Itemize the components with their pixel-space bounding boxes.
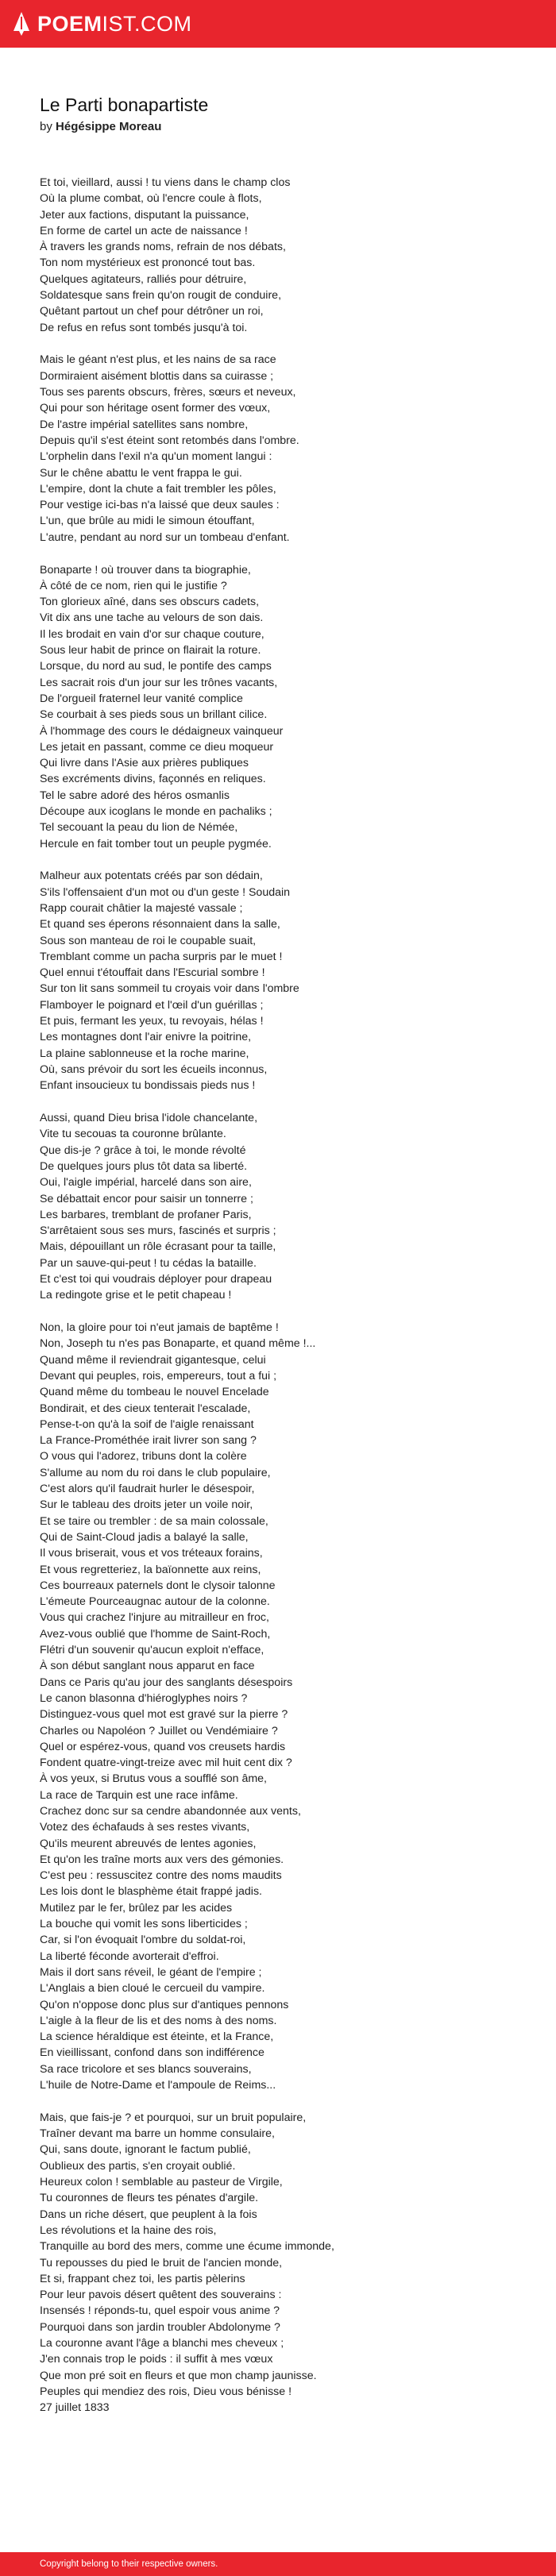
poem-line: Traîner devant ma barre un homme consulaire,	[40, 2127, 275, 2141]
poem-line: Et vous regretteriez, la baïonnette aux reins,	[40, 1563, 261, 1576]
poem-line: Distinguez-vous quel mot est gravé sur la pierre ?	[40, 1708, 288, 1722]
poem-line: Dans ce Paris qu'au jour des sanglants désespoirs	[40, 1676, 293, 1689]
stanza	[40, 868, 516, 1093]
poem-line: Oui, l'aigle impérial, harcelé dans son aire,	[40, 1176, 252, 1190]
poem-line: À l'hommage des cours le dédaigneux vainqueur	[40, 724, 284, 738]
poem-body	[40, 175, 516, 2416]
poem-line: L'huile de Notre-Dame et l'ampoule de Reims...	[40, 2079, 276, 2092]
poem-line: Et quand ses éperons résonnaient dans la salle,	[40, 918, 280, 931]
author-name[interactable]: Hégésippe Moreau	[56, 120, 162, 133]
poem-line: Fondent quatre-vingt-treize avec mil huit cent dix ?	[40, 1757, 292, 1770]
poem-line: Qui de Saint-Cloud jadis a balayé la salle,	[40, 1530, 249, 1544]
poem-line: De refus en refus sont tombés jusqu'à toi.	[40, 321, 248, 334]
poem-line: Lorsque, du nord au sud, le pontife des camps	[40, 660, 272, 673]
poem-line: S'allume au nom du roi dans le club populaire,	[40, 1466, 271, 1479]
poem-line: Mutilez par le fer, brûlez par les acides	[40, 1901, 233, 1915]
poem-line: O vous qui l'adorez, tribuns dont la colère	[40, 1450, 247, 1463]
poem-line: Tranquille au bord des mers, comme une écume immonde,	[40, 2240, 334, 2254]
stanza	[40, 562, 516, 852]
poem-line: À vos yeux, si Brutus vous a soufflé son âme,	[40, 1772, 267, 1786]
stanza	[40, 2110, 516, 2400]
poem-line: Qui pour son héritage osent former des vœux,	[40, 402, 271, 415]
poem-line: S'ils l'offensaient d'un mot ou d'un geste ! Soudain	[40, 885, 291, 899]
poem-line: Tous ses parents obscurs, frères, sœurs et neveux,	[40, 386, 296, 399]
poem-line: Le canon blasonna d'hiéroglyphes noirs ?	[40, 1691, 248, 1705]
poem-line: Que dis-je ? grâce à toi, le monde révolté	[40, 1143, 246, 1157]
poem-line: Quand même il reviendrait gigantesque, celui	[40, 1353, 266, 1367]
poem-line: À travers les grands noms, refrain de nos débats,	[40, 241, 286, 254]
byline	[40, 119, 524, 135]
poem-line: La France-Prométhée irait livrer son sang ?	[40, 1434, 257, 1448]
poem-line: Pourquoi dans son jardin troubler Abdolonyme ?	[40, 2320, 280, 2334]
poem-line: J'en connais trop le poids : il suffit à mes vœux	[40, 2353, 273, 2366]
poem-line: L'empire, dont la chute a fait trembler les pôles,	[40, 482, 276, 496]
poem-line: Mais, que fais-je ? et pourquoi, sur un bruit populaire,	[40, 2111, 307, 2124]
poem-line: Rapp courait châtier la majesté vassale ;	[40, 901, 243, 915]
poem-line: Insensés ! réponds-tu, quel espoir vous anime ?	[40, 2304, 280, 2318]
poem-line: Jeter aux factions, disputant la puissance,	[40, 208, 249, 222]
poem-line: Soldatesque sans frein qu'on rougit de conduire,	[40, 289, 282, 303]
quill-pen-icon[interactable]	[13, 12, 30, 36]
poem-title: Le Parti bonapartiste	[40, 94, 209, 115]
poem-line: Il les brodait en vain d'or sur chaque couture,	[40, 627, 264, 641]
poem-line: Où, sans prévoir du sort les écueils inconnus,	[40, 1062, 268, 1076]
poem-line: Par un sauve-qui-peut ! tu cédas la bataille.	[40, 1256, 257, 1270]
poem-line: Sur le chêne abattu le vent frappa le gui.	[40, 466, 242, 480]
poem-line: Tel secouant la peau du lion de Némée,	[40, 821, 238, 835]
poem-line: Et qu'on les traîne morts aux vers des gémonies.	[40, 1853, 284, 1866]
poem-line: Sur ton lit sans sommeil tu croyais voir dans l'ombre	[40, 982, 299, 996]
poem-line: Les jetait en passant, comme ce dieu moqueur	[40, 740, 274, 754]
poem-line: Et toi, vieillard, aussi ! tu viens dans le champ clos	[40, 176, 291, 189]
poem-line: La liberté féconde avorterait d'effroi.	[40, 1949, 219, 1963]
by-label: by	[40, 120, 56, 133]
poem-line: Quel or espérez-vous, quand vos creusets hardis	[40, 1740, 286, 1753]
poem-line: De l'astre impérial satellites sans nombre,	[40, 418, 249, 431]
site-logo[interactable]	[37, 13, 192, 35]
poem-line: Oublieux des partis, s'en croyait oublié.	[40, 2159, 236, 2173]
poem-line: Dormiraient aisément blottis dans sa cuirasse ;	[40, 369, 274, 383]
poem-line: Non, Joseph tu n'es pas Bonaparte, et quand même !...	[40, 1337, 316, 1351]
poem-line: De quelques jours plus tôt data sa liberté.	[40, 1159, 248, 1173]
poem-line: L'aigle à la fleur de lis et des noms à des noms.	[40, 2014, 277, 2027]
poem-line: Charles ou Napoléon ? Juillet ou Vendémiaire ?	[40, 1724, 278, 1737]
poem-line: Vite tu secouas ta couronne brûlante.	[40, 1128, 226, 1141]
poem-line: Qui, sans doute, ignorant le factum publié,	[40, 2143, 251, 2157]
poem-line: Aussi, quand Dieu brisa l'idole chancelante,	[40, 1112, 258, 1125]
poem-line: Quel ennui t'étouffait dans l'Escurial sombre !	[40, 966, 265, 980]
poem-line: Se courbait à ses pieds sous un brillant cilice.	[40, 708, 268, 722]
copyright-text: Copyright belong to their respective owners.	[40, 2559, 218, 2569]
poem-line: Ses excréments divins, façonnés en reliques.	[40, 773, 266, 786]
poem-line: La plaine sablonneuse et la roche marine,	[40, 1047, 249, 1060]
poem-line: En forme de cartel un acte de naissance !	[40, 224, 248, 237]
poem-line: Mais, dépouillant un rôle écrasant pour ta taille,	[40, 1240, 276, 1254]
poem-line: Crachez donc sur sa cendre abandonnée aux vents,	[40, 1805, 301, 1818]
poem-line: Pour leur pavois désert quêtent des souverains :	[40, 2289, 282, 2302]
poem-line: Les sacrait rois d'un jour sur les trônes vacants,	[40, 676, 278, 689]
poem-line: Quêtant partout un chef pour détrôner un roi,	[40, 305, 264, 318]
poem-date: 27 juillet 1833	[40, 2401, 110, 2415]
poem-line: Quand même du tombeau le nouvel Encelade	[40, 1386, 269, 1399]
site-header	[0, 0, 556, 48]
poem-line: Peuples qui mendiez des rois, Dieu vous bénisse !	[40, 2385, 292, 2398]
poem-line: La bouche qui vomit les sons liberticides ;	[40, 1918, 248, 1931]
poem-line: Quelques agitateurs, ralliés pour détruire,	[40, 272, 247, 286]
site-footer	[0, 2552, 556, 2576]
poem-line: L'Anglais a bien cloué le cercueil du vampire.	[40, 1982, 265, 1996]
poem-line: La race de Tarquin est une race infâme.	[40, 1788, 238, 1802]
stanza	[40, 1110, 516, 1304]
stanza	[40, 1320, 516, 2093]
poem-line: Mais il dort sans réveil, le géant de l'empire ;	[40, 1965, 262, 1979]
poem-line: Et c'est toi qui voudrais déployer pour drapeau	[40, 1273, 272, 1286]
poem-line: Pense-t-on qu'à la soif de l'aigle renaissant	[40, 1417, 254, 1431]
poem-line: Où la plume combat, où l'encre coule à flots,	[40, 192, 262, 206]
poem-line: Devant qui peuples, rois, empereurs, tout a fui ;	[40, 1369, 277, 1382]
poem-line: Tel le sabre adoré des héros osmanlis	[40, 789, 230, 802]
poem-line: Sur le tableau des droits jeter un voile noir,	[40, 1498, 253, 1512]
poem-line: Ton nom mystérieux est prononcé tout bas.	[40, 256, 256, 270]
logo-light-text: IST.COM	[102, 11, 192, 36]
poem-line: Sous leur habit de prince on flairait la roture.	[40, 644, 261, 657]
poem-line: Enfant insoucieux tu bondissais pieds nus !	[40, 1079, 256, 1093]
stanza	[40, 352, 516, 546]
poem-line: Heureux colon ! semblable au pasteur de Virgile,	[40, 2176, 283, 2189]
poem-line: Qui livre dans l'Asie aux prières publiques	[40, 757, 249, 770]
poem-line: Dans un riche désert, que peuplent à la fois	[40, 2208, 257, 2221]
poem-line: Se débattait encor pour saisir un tonnerre ;	[40, 1192, 253, 1205]
poem-line: Bondirait, et des cieux tenterait l'escalade,	[40, 1402, 251, 1415]
poem-line: Ces bourreaux paternels dont le clysoir talonne	[40, 1579, 276, 1592]
poem-line: L'émeute Pourceaugnac autour de la colonne.	[40, 1595, 270, 1609]
poem-line: Bonaparte ! où trouver dans ta biographie,	[40, 563, 251, 577]
poem-line: C'est alors qu'il faudrait hurler le désespoir,	[40, 1483, 255, 1496]
poem-line: Hercule en fait tomber tout un peuple pygmée.	[40, 837, 272, 850]
poem-line: C'est peu : ressuscitez contre des noms maudits	[40, 1869, 282, 1883]
poem-line: À son début sanglant nous apparut en face	[40, 1660, 255, 1673]
poem-line: Qu'ils meurent abreuvés de lentes agonies,	[40, 1837, 257, 1850]
poem-line: Tremblant comme un pacha surpris par le muet !	[40, 950, 283, 963]
logo-bold-text: POEM	[37, 11, 102, 36]
poem-line: L'autre, pendant au nord sur un tombeau d'enfant.	[40, 530, 290, 544]
poem-line: Découpe aux icoglans le monde en pachaliks ;	[40, 804, 272, 818]
poem-line: Car, si l'on évoquait l'ombre du soldat-roi,	[40, 1934, 246, 1947]
poem-line: Vit dix ans une tache au velours de son dais.	[40, 611, 264, 625]
poem-line: Votez des échafauds à ses restes vivants,	[40, 1821, 250, 1834]
poem-line: La science héraldique est éteinte, et la France,	[40, 2030, 274, 2044]
poem-line: Pour vestige ici-bas n'a laissé que deux saules :	[40, 499, 280, 512]
poem-line: Flamboyer le poignard et l'œil d'un guérillas ;	[40, 998, 264, 1012]
poem-line: Depuis qu'il s'est éteint sont retombés dans l'ombre.	[40, 434, 299, 447]
poem-line: Vous qui crachez l'injure au mitrailleur en froc,	[40, 1611, 269, 1625]
poem-line: Ton glorieux aîné, dans ses obscurs cadets,	[40, 596, 260, 609]
stanza	[40, 175, 516, 336]
poem-line: Il vous briserait, vous et vos tréteaux forains,	[40, 1547, 263, 1560]
poem-line: Sa race tricolore et ses blancs souverains,	[40, 2062, 252, 2076]
poem-line: Les barbares, tremblant de profaner Paris,	[40, 1208, 252, 1221]
poem-line: À côté de ce nom, rien qui le justifie ?	[40, 579, 227, 592]
poem-line: De l'orgueil fraternel leur vanité complice	[40, 692, 243, 705]
poem-line: La redingote grise et le petit chapeau !	[40, 1289, 232, 1302]
poem-line: Avez-vous oublié que l'homme de Saint-Roch,	[40, 1627, 271, 1641]
poem-line: Flétri d'un souvenir qu'aucun exploit n'efface,	[40, 1644, 264, 1657]
poem-line: S'arrêtaient sous ses murs, fascinés et surpris ;	[40, 1224, 276, 1238]
poem-line: Sous son manteau de roi le coupable suait,	[40, 934, 257, 947]
poem-line: Que mon pré soit en fleurs et que mon champ jaunisse.	[40, 2369, 317, 2382]
poem-line: La couronne avant l'âge a blanchi mes cheveux ;	[40, 2337, 284, 2350]
poem-line: Tu couronnes de fleurs tes pénates d'argile.	[40, 2192, 259, 2205]
poem-line: Les lois dont le blasphème était frappé jadis.	[40, 1885, 262, 1899]
poem-heading	[40, 94, 524, 135]
poem-line: En vieillissant, confond dans son indifférence	[40, 2046, 264, 2060]
poem-line: Et puis, fermant les yeux, tu revoyais, hélas !	[40, 1015, 264, 1028]
poem-line: Mais le géant n'est plus, et les nains de sa race	[40, 353, 276, 367]
poem-line: Les montagnes dont l'air enivre la poitrine,	[40, 1031, 252, 1044]
poem-line: Les révolutions et la haine des rois,	[40, 2223, 217, 2237]
poem-line: Malheur aux potentats créés par son dédain,	[40, 870, 263, 883]
poem-line: L'un, que brûle au midi le simoun étouffant,	[40, 515, 255, 528]
poem-line: L'orphelin dans l'exil n'a qu'un moment langui :	[40, 450, 272, 464]
poem-line: Tu repousses du pied le bruit de l'ancien monde,	[40, 2256, 283, 2269]
poem-line: Et si, frappant chez toi, les partis pèlerins	[40, 2272, 245, 2285]
poem-line: Qu'on n'oppose donc plus sur d'antiques pennons	[40, 1998, 289, 2011]
poem-line: Et se taire ou trembler : de sa main colossale,	[40, 1514, 268, 1528]
poem-line: Non, la gloire pour toi n'eut jamais de baptême !	[40, 1321, 279, 1335]
